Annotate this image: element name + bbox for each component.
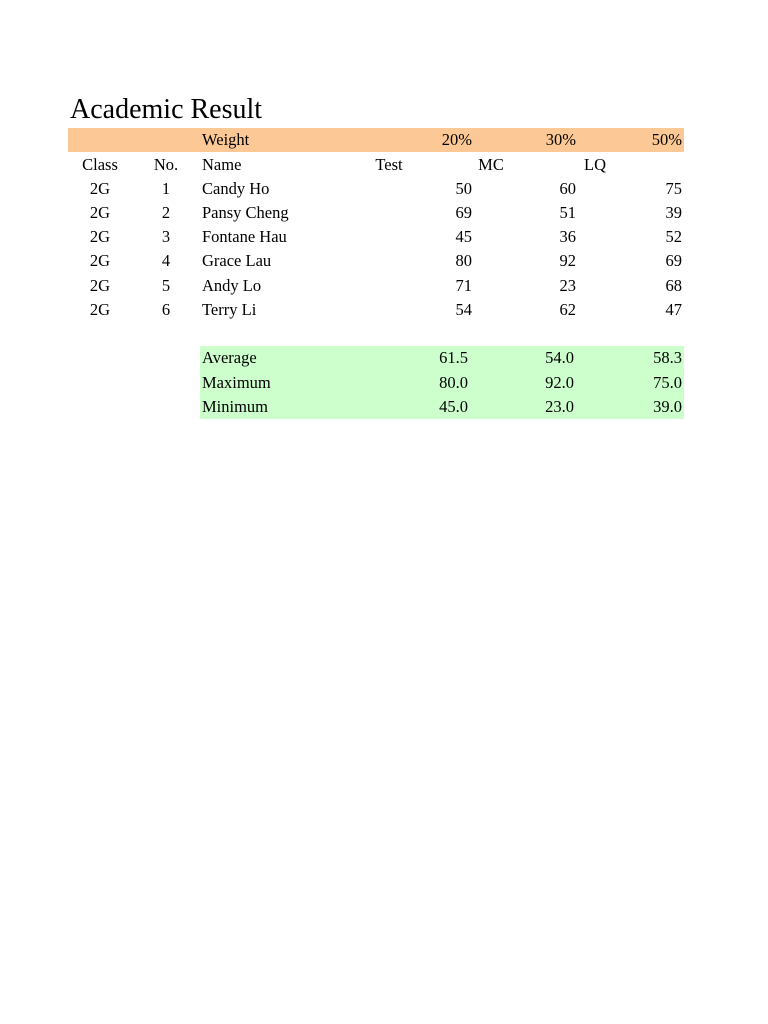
student-lq: 75 <box>665 179 682 198</box>
student-mc: 60 <box>559 179 576 198</box>
student-no: 5 <box>161 276 171 295</box>
student-name: Candy Ho <box>202 179 270 198</box>
student-test: 50 <box>455 179 472 198</box>
summary-label: Average <box>202 348 257 367</box>
student-no: 2 <box>161 203 171 222</box>
student-lq: 39 <box>665 203 682 222</box>
student-no: 4 <box>161 251 171 270</box>
student-name: Terry Li <box>202 300 257 319</box>
student-class: 2G <box>89 227 111 246</box>
student-lq: 68 <box>665 276 682 295</box>
page-title: Academic Result <box>70 94 263 125</box>
student-name: Fontane Hau <box>202 227 287 246</box>
weight-test: 20% <box>441 130 472 149</box>
summary-mc: 92.0 <box>545 373 574 392</box>
student-mc: 92 <box>559 251 576 270</box>
header-mc: MC <box>478 155 504 174</box>
student-lq: 47 <box>665 300 682 319</box>
student-no: 6 <box>161 300 171 319</box>
student-mc: 23 <box>559 276 576 295</box>
student-test: 80 <box>455 251 472 270</box>
student-mc: 62 <box>559 300 576 319</box>
summary-test: 80.0 <box>439 373 468 392</box>
summary-label: Minimum <box>202 397 269 416</box>
student-name: Andy Lo <box>202 276 262 295</box>
summary-lq: 58.3 <box>653 348 682 367</box>
summary-lq: 39.0 <box>653 397 682 416</box>
student-class: 2G <box>89 276 111 295</box>
header-name: Name <box>202 155 242 174</box>
summary-test: 45.0 <box>439 397 468 416</box>
student-class: 2G <box>89 251 111 270</box>
weight-lq: 50% <box>651 130 682 149</box>
student-test: 69 <box>455 203 472 222</box>
header-lq: LQ <box>584 155 606 174</box>
student-no: 1 <box>161 179 171 198</box>
summary-test: 61.5 <box>439 348 468 367</box>
student-class: 2G <box>89 203 111 222</box>
student-mc: 36 <box>559 227 576 246</box>
student-class: 2G <box>89 300 111 319</box>
student-class: 2G <box>89 179 111 198</box>
student-mc: 51 <box>559 203 576 222</box>
summary-mc: 23.0 <box>545 397 574 416</box>
student-no: 3 <box>161 227 171 246</box>
header-no: No. <box>153 155 179 174</box>
student-name: Pansy Cheng <box>202 203 289 222</box>
student-lq: 52 <box>665 227 682 246</box>
student-test: 54 <box>455 300 472 319</box>
student-test: 45 <box>455 227 472 246</box>
summary-label: Maximum <box>202 373 271 392</box>
student-name: Grace Lau <box>202 251 272 270</box>
weight-mc: 30% <box>545 130 576 149</box>
header-class: Class <box>82 155 118 174</box>
header-test: Test <box>375 155 403 174</box>
summary-mc: 54.0 <box>545 348 574 367</box>
weight-label: Weight <box>202 130 250 149</box>
summary-lq: 75.0 <box>653 373 682 392</box>
student-test: 71 <box>455 276 472 295</box>
student-lq: 69 <box>665 251 682 270</box>
